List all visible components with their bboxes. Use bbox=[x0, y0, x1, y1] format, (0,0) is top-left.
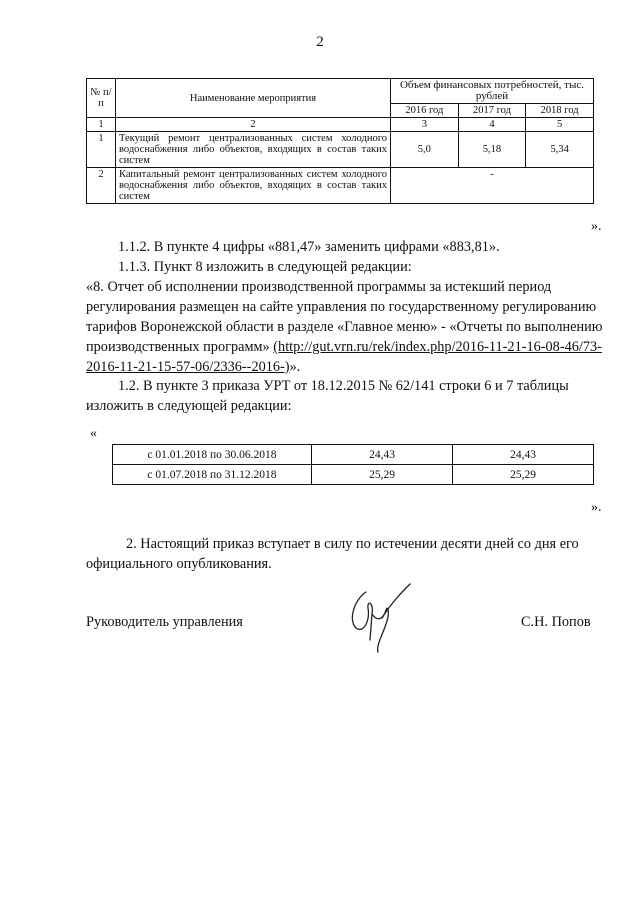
index-cell: 5 bbox=[526, 118, 594, 132]
paragraph-2: 2. Настоящий приказ вступает в силу по истечении десяти дней со дня его официального опубликования. bbox=[86, 536, 579, 572]
table-row bbox=[113, 465, 594, 485]
reports-link[interactable]: (http://gut.vrn.ru/rek/index.php/2016-11-21-16-08-46/73-2016-11-21-15-57-06/2336--2016-) bbox=[86, 339, 602, 375]
row-value-2016: 5,0 bbox=[391, 132, 459, 168]
header-num: № п/п bbox=[87, 79, 116, 118]
index-cell: 2 bbox=[116, 118, 391, 132]
table-index-row bbox=[87, 118, 594, 132]
table-row bbox=[87, 168, 594, 204]
row-merged-value: - bbox=[391, 168, 594, 204]
header-year-2018: 2018 год bbox=[526, 104, 594, 118]
row-value-2018: 5,34 bbox=[526, 132, 594, 168]
row-value-a: 25,29 bbox=[312, 465, 453, 485]
page-number: 2 bbox=[316, 34, 324, 50]
signer-role: Руководитель управления bbox=[86, 614, 243, 630]
financial-needs-table bbox=[86, 78, 594, 204]
row-name: Капитальный ремонт централизованных систем холодного водоснабжения либо объектов, входящих в состав таких систем bbox=[116, 168, 391, 204]
index-cell: 4 bbox=[458, 118, 526, 132]
tariff-table bbox=[112, 444, 594, 485]
paragraph-1-2: 1.2. В пункте 3 приказа УРТ от 18.12.2015 № 62/141 строки 6 и 7 таблицы изложить в следующей редакции: bbox=[86, 378, 569, 414]
paragraph-8-text bbox=[86, 277, 606, 377]
table-row bbox=[113, 445, 594, 465]
header-year-2017: 2017 год bbox=[458, 104, 526, 118]
paragraph-1-1-2: 1.1.2. В пункте 4 цифры «881,47» заменить цифрами «883,81». bbox=[118, 239, 500, 255]
handwritten-signature bbox=[336, 580, 416, 660]
index-cell: 1 bbox=[87, 118, 116, 132]
row-value-b: 24,43 bbox=[453, 445, 594, 465]
header-amount: Объем финансовых потребностей, тыс. рублей bbox=[391, 79, 594, 104]
table2-close-quote: ». bbox=[591, 500, 602, 515]
row-period: с 01.07.2018 по 31.12.2018 bbox=[113, 465, 312, 485]
table1-close-quote: ». bbox=[591, 219, 602, 234]
row-num: 2 bbox=[87, 168, 116, 204]
row-period: с 01.01.2018 по 30.06.2018 bbox=[113, 445, 312, 465]
row-value-a: 24,43 bbox=[312, 445, 453, 465]
signer-name: С.Н. Попов bbox=[521, 614, 591, 630]
paragraph-8-body: «8. Отчет об исполнении производственной программы за истекший период регулирования размещен на сайте управления по государственному регулированию тарифов Воронежской области в разделе «Главное меню» - «Отчеты по выполнению производственных программ» bbox=[86, 279, 603, 355]
index-cell: 3 bbox=[391, 118, 459, 132]
row-value-2017: 5,18 bbox=[458, 132, 526, 168]
row-value-b: 25,29 bbox=[453, 465, 594, 485]
row-num: 1 bbox=[87, 132, 116, 168]
paragraph-8-end: ». bbox=[289, 359, 301, 375]
header-name: Наименование мероприятия bbox=[116, 79, 391, 118]
header-year-2016: 2016 год bbox=[391, 104, 459, 118]
table-row bbox=[87, 132, 594, 168]
table-header-row bbox=[87, 79, 594, 104]
row-name: Текущий ремонт централизованных систем холодного водоснабжения либо объектов, входящих в состав таких систем bbox=[116, 132, 391, 168]
table2-open-quote: « bbox=[90, 426, 97, 441]
paragraph-1-1-3: 1.1.3. Пункт 8 изложить в следующей редакции: bbox=[118, 259, 412, 275]
